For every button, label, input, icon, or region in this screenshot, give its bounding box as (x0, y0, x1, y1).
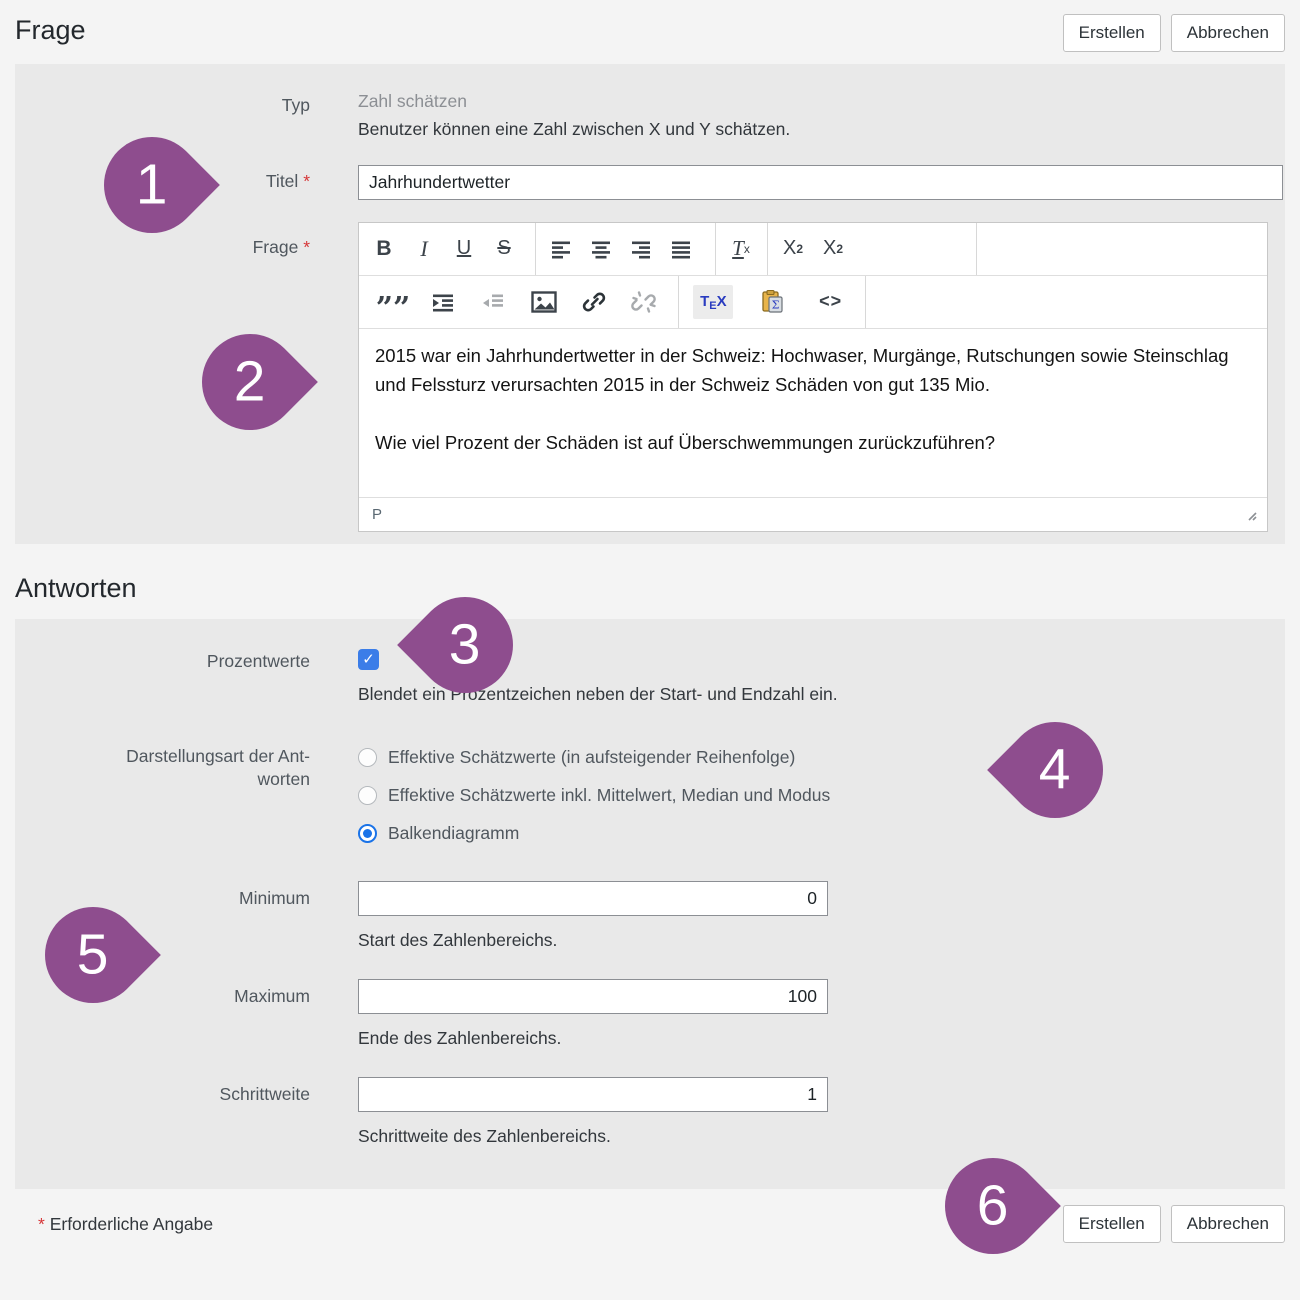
cancel-button-top[interactable]: Abbrechen (1171, 14, 1285, 52)
minimum-input[interactable] (358, 881, 828, 916)
radio-icon[interactable] (358, 786, 377, 805)
question-paragraph: 2015 war ein Jahrhundertwetter in der Schweiz: Hochwaser, Murgänge, Rutschungen sowie Steinschlag und Felssturz verursachten 2015 in der Schweiz Schäden von gut 135 Mio. (375, 344, 1229, 396)
annotation-callout-6: 6 (925, 1138, 1061, 1274)
justify-icon[interactable] (661, 228, 701, 270)
annotation-callout-3: 3 (397, 577, 533, 713)
footer (15, 1205, 1285, 1243)
align-right-icon[interactable] (621, 228, 661, 270)
radio-icon[interactable] (358, 748, 377, 767)
radio-option-bar-chart[interactable]: Balkendiagramm (358, 815, 1283, 853)
remove-link-icon[interactable] (624, 281, 664, 323)
strikethrough-icon[interactable]: S (484, 228, 524, 270)
paste-formula-icon[interactable] (752, 281, 792, 323)
page-header (0, 0, 1300, 52)
step-label: Schrittweite (219, 1083, 310, 1104)
align-group (536, 223, 716, 275)
code-icon[interactable]: <> (811, 281, 851, 323)
type-value: Zahl schätzen (358, 91, 467, 112)
step-row (15, 1077, 1285, 1112)
annotation-callout-1: 1 (84, 117, 220, 253)
indent-icon[interactable] (423, 281, 463, 323)
insert-image-icon[interactable] (524, 281, 564, 323)
script-group (768, 223, 977, 275)
percent-label: Prozentwerte (206, 650, 310, 671)
question-label: Frage * (252, 236, 310, 257)
question-panel (15, 64, 1285, 544)
display-label: Darstellungsart der Ant- worten (126, 745, 310, 790)
minimum-row (15, 881, 1285, 916)
type-description: Benutzer können eine Zahl zwischen X und Y schätzen. (358, 118, 791, 139)
type-label: Typ (281, 95, 310, 116)
maximum-input[interactable] (358, 979, 828, 1014)
create-button-top[interactable]: Erstellen (1063, 14, 1161, 52)
rich-text-editor (358, 222, 1268, 533)
step-description: Schrittweite des Zahlenbereichs. (358, 1125, 611, 1146)
maximum-description: Ende des Zahlenbereichs. (358, 1027, 562, 1048)
question-paragraph: Wie viel Prozent der Schäden ist auf Überschwemmungen zurückzuführen? (375, 431, 996, 453)
title-input[interactable] (358, 165, 1283, 200)
superscript-icon[interactable]: X 2 (813, 228, 853, 270)
align-left-icon[interactable] (541, 228, 581, 270)
required-note: * Erforderliche Angabe (38, 1213, 214, 1234)
radio-selected-icon[interactable] (358, 824, 377, 843)
blockquote-icon[interactable]: ”” (373, 281, 413, 323)
annotation-callout-4: 4 (987, 702, 1123, 838)
remove-format-icon[interactable]: T x (721, 228, 761, 270)
percent-description: Blendet ein Prozentzeichen neben der Start- und Endzahl ein. (358, 683, 838, 704)
answers-panel (15, 619, 1285, 1189)
annotation-callout-2: 2 (182, 314, 318, 450)
resize-grip-icon[interactable] (1244, 508, 1257, 521)
check-icon: ✓ (362, 650, 375, 668)
answers-heading: Antworten (15, 573, 137, 604)
svg-text:Σ: Σ (771, 298, 780, 312)
page-title: Frage (15, 15, 86, 45)
footer-button-row (1063, 1205, 1285, 1243)
radio-option-effective-asc[interactable]: Effektive Schätzwerte (in aufsteigender Reihenfolge) (358, 739, 1283, 777)
outdent-icon[interactable] (473, 281, 513, 323)
create-button-bottom[interactable]: Erstellen (1063, 1205, 1161, 1243)
cancel-button-bottom[interactable]: Abbrechen (1171, 1205, 1285, 1243)
bold-icon[interactable]: B (364, 228, 404, 270)
percent-checkbox[interactable] (358, 649, 379, 670)
maximum-row (15, 979, 1285, 1014)
element-path[interactable]: P (372, 506, 383, 524)
minimum-description: Start des Zahlenbereichs. (358, 929, 558, 950)
editor-toolbar-row1 (359, 223, 1267, 276)
align-center-icon[interactable] (581, 228, 621, 270)
insert-group (359, 276, 679, 328)
insert-link-icon[interactable] (574, 281, 614, 323)
required-asterisk: * (38, 1213, 45, 1234)
italic-icon[interactable]: I (404, 228, 444, 270)
required-asterisk: * (303, 236, 310, 257)
underline-icon[interactable]: U (444, 228, 484, 270)
latex-icon[interactable]: T E X (693, 281, 733, 323)
annotation-callout-5: 5 (25, 887, 161, 1023)
question-editor-content[interactable] (359, 329, 1267, 498)
minimum-label: Minimum (239, 887, 310, 908)
format-group (359, 223, 536, 275)
maximum-label: Maximum (234, 985, 310, 1006)
special-group (679, 276, 866, 328)
required-asterisk: * (303, 171, 310, 192)
type-row (15, 88, 1285, 142)
subscript-icon[interactable]: X 2 (773, 228, 813, 270)
percent-row (15, 647, 1285, 705)
title-label: Titel * (265, 171, 310, 192)
editor-toolbar-row2 (359, 276, 1267, 329)
step-input[interactable] (358, 1077, 828, 1112)
header-button-row (1063, 14, 1285, 52)
remove-format-group (716, 223, 768, 275)
radio-option-effective-stats[interactable]: Effektive Schätzwerte inkl. Mittelwert, Median und Modus (358, 777, 1283, 815)
editor-status-bar (359, 497, 1267, 531)
